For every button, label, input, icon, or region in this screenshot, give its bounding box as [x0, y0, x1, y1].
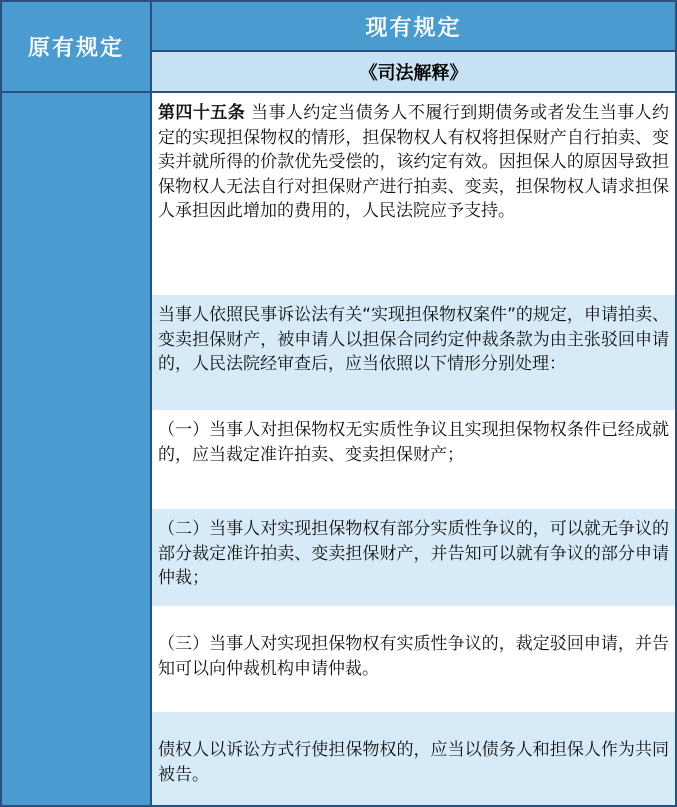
original-rules-column — [2, 93, 152, 805]
judicial-interpretation-subheader: 《司法解释》 — [152, 52, 675, 93]
article-45-paragraph — [152, 93, 675, 295]
arbitration-clause-paragraph: 当事人依照民事诉讼法有关“实现担保物权案件”的规定，申请拍卖、变卖担保财产，被申请人以担保合同约定仲裁条款为由主张驳回申请的，人民法院经审查后，应当依照以下情形分别处理： — [152, 295, 675, 410]
original-rules-header: 原有规定 — [2, 2, 152, 93]
case-one-paragraph: （一）当事人对担保物权无实质性争议且实现担保物权条件已经成就的，应当裁定准许拍卖、变卖担保财产； — [152, 410, 675, 509]
creditor-litigation-paragraph: 债权人以诉讼方式行使担保物权的，应当以债务人和担保人作为共同被告。 — [152, 712, 675, 805]
case-two-paragraph: （二）当事人对实现担保物权有部分实质性争议的，可以就无争议的部分裁定准许拍卖、变卖担保财产，并告知可以就有争议的部分申请仲裁； — [152, 509, 675, 606]
case-three-paragraph: （三）当事人对实现担保物权有实质性争议的，裁定驳回申请，并告知可以向仲裁机构申请仲裁。 — [152, 606, 675, 712]
current-rules-header: 现有规定 — [152, 2, 675, 52]
article-number: 第四十五条 — [158, 103, 246, 123]
article-text: 当事人约定当债务人不履行到期债务或者发生当事人约定的实现担保物权的情形，担保物权人有权将担保财产自行拍卖、变卖并就所得的价款优先受偿的，该约定有效。因担保人的原因导致担保物权人无法自行对担保财产进行拍卖、变卖，担保物权人请求担保人承担因此增加的费用的，人民法院应予支持。 — [158, 103, 669, 221]
